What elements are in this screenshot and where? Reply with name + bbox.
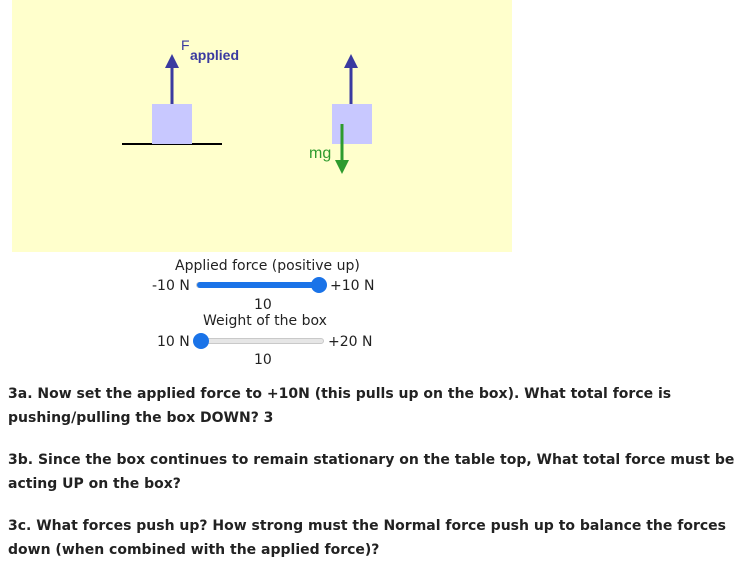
applied-force-arrow-left bbox=[165, 54, 179, 104]
weight-max-label: +20 N bbox=[328, 334, 373, 350]
box-on-table bbox=[152, 104, 192, 144]
questions-section bbox=[8, 382, 736, 580]
applied-force-slider-fill bbox=[197, 282, 319, 288]
box-free-body bbox=[332, 104, 372, 144]
applied-force-label-main: F bbox=[181, 37, 190, 53]
weight-label: mg bbox=[309, 145, 332, 162]
question-3c: 3c. What forces push up? How strong must the Normal force push up to balance the forces down (when combined with the applied force)? bbox=[8, 518, 727, 558]
question-3b: 3b. Since the box continues to remain stationary on the table top, What total force must be acting UP on the box? bbox=[8, 452, 735, 492]
applied-force-min-label: -10 N bbox=[152, 278, 190, 294]
question-3a: 3a. Now set the applied force to +10N (this pulls up on the box). What total force is pushing/pulling the box DOWN? 3 bbox=[8, 386, 672, 426]
applied-force-max-label: +10 N bbox=[330, 278, 375, 294]
applied-force-label-sub: applied bbox=[190, 47, 240, 63]
weight-slider-thumb[interactable] bbox=[193, 333, 209, 349]
applied-force-slider-thumb[interactable] bbox=[311, 277, 327, 293]
weight-value: 10 bbox=[254, 352, 272, 368]
applied-force-slider[interactable] bbox=[196, 282, 320, 288]
weight-title: Weight of the box bbox=[203, 313, 327, 329]
simulation-canvas bbox=[12, 0, 512, 252]
applied-force-title: Applied force (positive up) bbox=[175, 258, 360, 274]
weight-min-label: 10 N bbox=[157, 334, 190, 350]
simulation-panel bbox=[12, 0, 512, 252]
weight-slider[interactable] bbox=[200, 338, 324, 344]
applied-force-arrow-right bbox=[344, 54, 358, 104]
applied-force-value: 10 bbox=[254, 297, 272, 313]
